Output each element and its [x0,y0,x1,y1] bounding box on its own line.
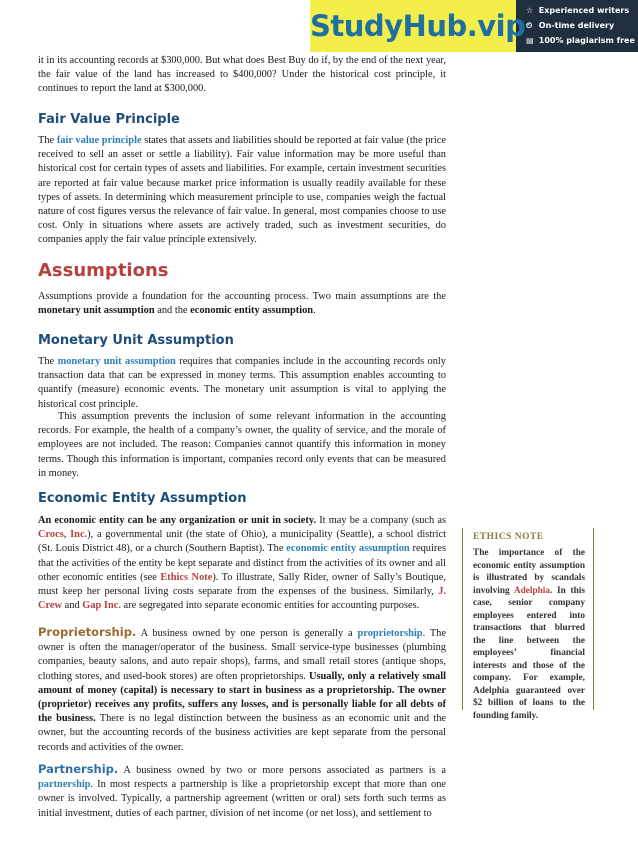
text-run: Assumptions provide a foundation for the accounting process. Two main assumptions are the [38,291,446,302]
proprietorship-paragraph [38,625,446,755]
monetary-unit-heading: Monetary Unit Assumption [38,333,234,348]
bold-term: monetary unit assumption [38,305,155,317]
text-run: . The owner is often the manager/operator of the business. Small service-type businesses (plumbing companies, beauty salons, and auto repair shops), farms, and small retail stores (antique shops, clothing stores, and used-book stores) are often proprietorships. [38,628,446,682]
entity-paragraph [38,514,446,613]
term-proprietorship: proprietorship [357,628,423,639]
feature-item [526,33,638,48]
text-run: requires that the activities of the entity be kept separate and distinct from the activities of its owner and all other economic entities (see [38,543,446,583]
monetary-paragraph-2: This assumption prevents the inclusion of some relevant information in the accounting records. For example, the health of a company’s owner, the quality of service, and the morale of employees are not included. The reason: Companies cannot quantify this information in money terms. Though this information is important, companies record only events that can be measured in money. [38,411,446,479]
star-icon: ☆ [526,6,534,15]
ethics-note-box [462,528,594,721]
term-partnership: partnership [38,779,91,791]
text-run: . In this case, senior company employees entered into transactions that blurred the line between the employees’ financial interests and those of the company. For example, Adelphia guaranteed over $2 billion of loans to the founding family. [473,585,585,721]
text-run: . [313,305,316,317]
assumptions-paragraph [38,290,446,318]
studyhub-logo[interactable]: StudyHub.vip [310,0,516,52]
feature-label: On-time delivery [538,21,615,30]
text-run: The importance of the economic entity assumption is illustrated by scandals involving [473,548,585,596]
text-run: requires that companies include in the accounting records only transaction data that can be expressed in money terms. This assumption enables accounting to quantify (measure) economic events. The monetary unit assumption is vital to applying the historical cost principle. [38,356,446,410]
text-run: There is no legal distinction between the business as an economic unit and the owner, but the accounting records of the business activities are kept separate from the personal records and activities of the owner. [38,713,447,753]
company-jcrew: J. Crew [38,586,446,612]
proprietorship-label: Proprietorship. [38,625,137,639]
partnership-label: Partnership. [38,762,119,776]
banner-features [526,3,638,48]
text-run: A business owned by two or more persons associated as partners is a [118,765,446,776]
term-fair-value-principle: fair value principle [56,135,142,146]
ethics-note-title: ETHICS NOTE [473,532,544,542]
studyhub-banner[interactable] [310,0,638,52]
text-run: The [38,135,57,146]
ethics-note-body [473,547,585,722]
text-run: are segregated into separate economic entities for accounting purposes. [120,600,420,612]
fair-value-heading: Fair Value Principle [38,112,180,127]
clock-icon: ⏲ [526,21,533,30]
document-icon: ▤ [526,36,534,45]
term-monetary-unit-assumption: monetary unit assumption [57,356,176,367]
intro-paragraph: it in its accounting records at $300,000. But what does Best Buy do if, by the end of the next year, the fair value of the land has increased to $400,000? Under the historical cost principle, it continues to report the land at $300,000. [38,55,446,95]
bold-text: Usually, only a relatively small amount of money (capital) is necessary to start in business as a proprietorship. The owner (proprietor) receives any profits, suffers any losses, and is personally liable for all debts of the business. [38,670,446,725]
feature-item [526,3,638,18]
company-crocs: Crocs, Inc. [38,529,88,541]
company-adelphia: Adelphia [513,585,551,596]
text-run: states that assets and liabilities should be reported at fair value (the price received to sell an asset or settle a liability). Fair value information may be more useful than historical cost for certain types of assets and liabilities. For example, certain investment securities are reported at fair value because market price information is usually readily available for these types of assets. In determining which measurement principle to use, companies weigh the factual nature of cost figures versus the relevance of fair value. In general, most companies choose to use cost. Only in situations where assets are actively traded, such as investment securities, do companies apply the fair value principle extensively. [38,135,446,246]
text-run: It may be a company (such as [316,515,446,526]
bold-lead: An economic entity can be any organization or unit in society. [38,515,317,526]
ethics-note-reference[interactable]: Ethics Note [160,571,213,583]
feature-label: Experienced writers [538,6,630,15]
monetary-paragraph-1 [38,355,446,412]
fair-value-paragraph [38,134,446,248]
feature-item [526,18,638,33]
text-run: ). To illustrate, Sally Rider, owner of Sally’s Boutique, must keep her personal living costs separate from the expenses of the business. Similarly, [38,571,446,598]
bold-term: economic entity assumption [190,305,314,317]
feature-label: 100% plagiarism free [538,36,635,45]
text-run: and the [154,305,191,317]
text-run: A business owned by one person is generally a [136,628,358,639]
text-run: ), a governmental unit (the state of Ohio), a municipality (Seattle), a school district (St. Louis District 48), or a church (Southern Baptist). The [38,529,446,555]
term-economic-entity-assumption: economic entity assumption [286,543,410,555]
company-gap: Gap Inc. [82,600,121,612]
text-run: . In most respects a partnership is like a proprietorship except that more than one owner is involved. Typically, a partnership agreement (written or oral) sets forth such terms as initial investment, duties of each partner, division of net income (or net loss), and settlement to [38,779,446,819]
assumptions-heading: Assumptions [38,260,169,281]
partnership-paragraph [38,762,446,821]
text-run: The [38,356,58,367]
text-run: and [62,600,83,612]
economic-entity-heading: Economic Entity Assumption [38,491,247,506]
